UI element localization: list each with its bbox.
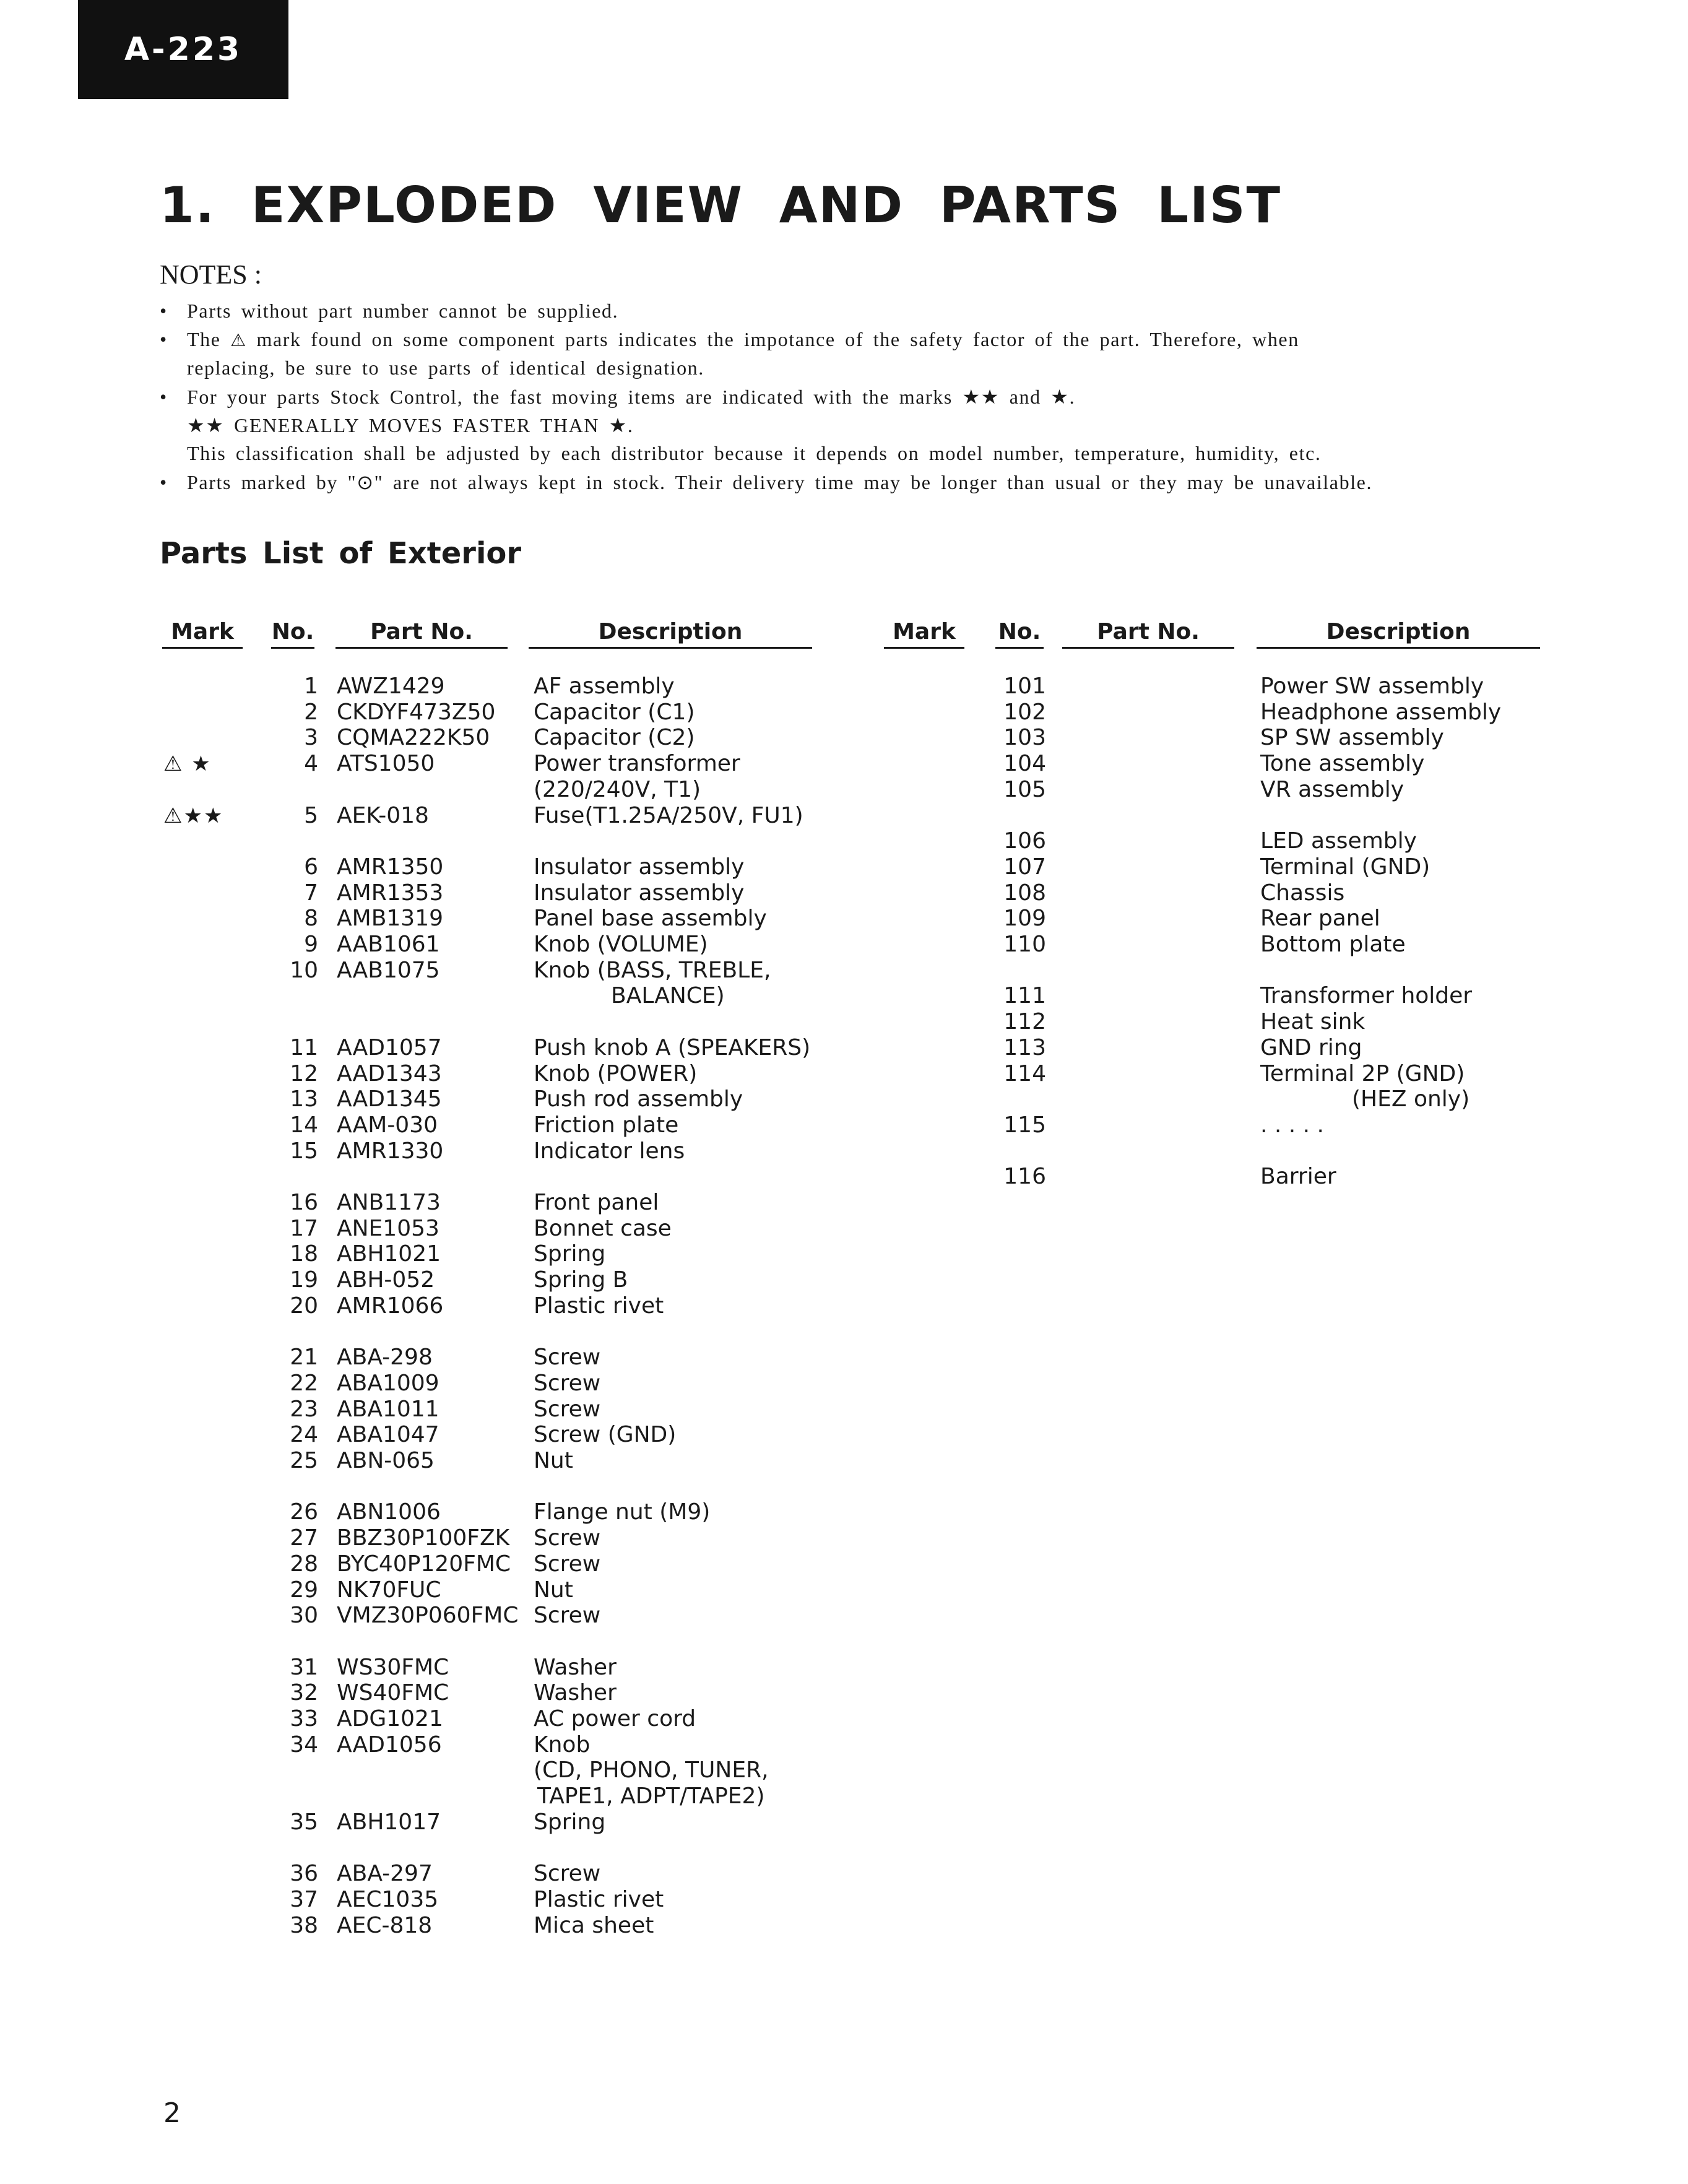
item-number: 30: [290, 1603, 318, 1629]
part-description: VR assembly: [1260, 776, 1405, 802]
part-description: Screw (GND): [534, 1422, 677, 1448]
part-description: Front panel: [534, 1190, 659, 1215]
part-description: Insulator assembly: [534, 880, 745, 906]
part-number: AAB1061: [337, 932, 440, 957]
item-number: 23: [290, 1396, 318, 1422]
item-number: 3: [304, 725, 318, 751]
item-number: 106: [1003, 828, 1046, 854]
header-no: No.: [271, 619, 314, 649]
part-description: Bottom plate: [1260, 932, 1406, 957]
item-number: 15: [290, 1138, 318, 1164]
item-number: 113: [1003, 1034, 1046, 1060]
bullet: •: [160, 386, 168, 408]
part-description: . . . . .: [1260, 1112, 1324, 1138]
bullet: •: [160, 471, 168, 493]
header-part-no: Part No.: [335, 619, 508, 649]
item-number: 22: [290, 1370, 318, 1396]
item-number: 33: [290, 1706, 318, 1731]
part-description: BALANCE): [611, 983, 725, 1009]
item-number: 108: [1003, 880, 1046, 906]
part-number: WS30FMC: [337, 1654, 449, 1680]
part-number: VMZ30P060FMC: [337, 1603, 519, 1629]
item-number: 25: [290, 1448, 318, 1473]
part-number: AMR1353: [337, 880, 444, 906]
item-number: 4: [304, 751, 318, 777]
part-description: Knob: [534, 1731, 591, 1757]
part-description: Power transformer: [534, 751, 740, 777]
part-number: AMR1066: [337, 1293, 444, 1319]
item-number: 11: [290, 1034, 318, 1060]
part-number: AAD1343: [337, 1060, 442, 1086]
item-number: 6: [304, 854, 318, 880]
item-number: 19: [290, 1267, 318, 1293]
part-description: Washer: [534, 1654, 617, 1680]
item-number: 18: [290, 1241, 318, 1267]
part-description: Nut: [534, 1577, 573, 1603]
part-description: Plastic rivet: [534, 1886, 664, 1912]
header-no: No.: [995, 619, 1044, 649]
item-number: 34: [290, 1731, 318, 1757]
notes-heading: NOTES :: [160, 259, 262, 290]
part-description: Screw: [534, 1370, 601, 1396]
mark-symbol: ⚠★★: [163, 803, 224, 828]
part-number: AAB1075: [337, 957, 440, 983]
item-number: 35: [290, 1809, 318, 1835]
item-number: 32: [290, 1680, 318, 1706]
part-description: Screw: [534, 1396, 601, 1422]
part-description: Screw: [534, 1861, 601, 1887]
part-description: Mica sheet: [534, 1912, 654, 1938]
part-description: (CD, PHONO, TUNER,: [534, 1757, 769, 1783]
part-number: ABA-297: [337, 1861, 433, 1887]
item-number: 14: [290, 1112, 318, 1138]
part-number: ANB1173: [337, 1190, 441, 1215]
part-number: ANE1053: [337, 1215, 439, 1241]
item-number: 28: [290, 1551, 318, 1577]
part-number: ATS1050: [337, 751, 435, 777]
part-number: ABH1021: [337, 1241, 441, 1267]
item-number: 16: [290, 1190, 318, 1215]
mark-symbol: ⚠ ★: [163, 752, 212, 777]
part-description: Flange nut (M9): [534, 1499, 711, 1525]
bullet: •: [160, 300, 168, 322]
item-number: 9: [304, 932, 318, 957]
part-number: ABA1011: [337, 1396, 439, 1422]
item-number: 29: [290, 1577, 318, 1603]
item-number: 10: [290, 957, 318, 983]
item-number: 17: [290, 1215, 318, 1241]
part-description: Screw: [534, 1551, 601, 1577]
part-description: Transformer holder: [1260, 983, 1473, 1009]
part-number: CQMA222K50: [337, 725, 490, 751]
part-description: Screw: [534, 1345, 601, 1371]
part-number: AMR1330: [337, 1138, 444, 1164]
item-number: 116: [1003, 1164, 1046, 1190]
item-number: 107: [1003, 854, 1046, 880]
part-description: Heat sink: [1260, 1009, 1366, 1035]
part-description: Knob (BASS, TREBLE,: [534, 957, 771, 983]
item-number: 36: [290, 1861, 318, 1887]
part-description: Capacitor (C2): [534, 725, 695, 751]
part-number: CKDYF473Z50: [337, 699, 496, 725]
item-number: 12: [290, 1060, 318, 1086]
item-number: 21: [290, 1345, 318, 1371]
note-line: • Parts without part number cannot be supplied.: [160, 300, 619, 322]
warning-triangle-icon: ⚠: [230, 330, 247, 350]
note-line: • The ⚠ mark found on some component parts indicates the impotance of the safety factor of the part. Therefore, when: [160, 328, 1299, 350]
item-number: 110: [1003, 932, 1046, 957]
part-number: ABH-052: [337, 1267, 435, 1293]
header-description: Description: [529, 619, 812, 649]
part-description: Power SW assembly: [1260, 674, 1484, 699]
page-number: 2: [163, 2097, 181, 2129]
part-number: ABN-065: [337, 1448, 435, 1473]
part-description: Insulator assembly: [534, 854, 745, 880]
item-number: 114: [1003, 1060, 1046, 1086]
part-description: Barrier: [1260, 1164, 1336, 1190]
bullet: •: [160, 328, 168, 350]
item-number: 26: [290, 1499, 318, 1525]
part-description: Tone assembly: [1260, 751, 1425, 777]
part-description: Chassis: [1260, 880, 1345, 906]
item-number: 5: [304, 802, 318, 828]
part-number: ABH1017: [337, 1809, 441, 1835]
part-description: Screw: [534, 1525, 601, 1551]
part-number: WS40FMC: [337, 1680, 449, 1706]
part-number: AWZ1429: [337, 674, 445, 699]
part-description: Knob (POWER): [534, 1060, 698, 1086]
part-description: LED assembly: [1260, 828, 1417, 854]
item-number: 7: [304, 880, 318, 906]
item-number: 104: [1003, 751, 1046, 777]
part-description: Push rod assembly: [534, 1086, 743, 1112]
part-number: AMB1319: [337, 906, 444, 932]
header-mark: Mark: [162, 619, 243, 649]
part-description: Terminal (GND): [1260, 854, 1430, 880]
model-tab: A-223: [78, 0, 288, 99]
part-description: Washer: [534, 1680, 617, 1706]
part-description: Terminal 2P (GND): [1260, 1060, 1465, 1086]
part-description: Plastic rivet: [534, 1293, 664, 1319]
item-number: 109: [1003, 906, 1046, 932]
part-description: TAPE1, ADPT/TAPE2): [537, 1783, 765, 1809]
item-number: 13: [290, 1086, 318, 1112]
part-description: GND ring: [1260, 1034, 1362, 1060]
item-number: 105: [1003, 776, 1046, 802]
part-description: Panel base assembly: [534, 906, 767, 932]
part-number: AAD1345: [337, 1086, 442, 1112]
part-description: Spring: [534, 1809, 606, 1835]
part-description: Headphone assembly: [1260, 699, 1502, 725]
item-number: 115: [1003, 1112, 1046, 1138]
part-description: Bonnet case: [534, 1215, 672, 1241]
part-description: Spring: [534, 1241, 606, 1267]
part-number: BYC40P120FMC: [337, 1551, 511, 1577]
item-number: 24: [290, 1422, 318, 1448]
note-line: • Parts marked by "⊙" are not always kept in stock. Their delivery time may be longer than usual or they may be unavailable.: [160, 471, 1373, 493]
item-number: 1: [304, 674, 318, 699]
item-number: 112: [1003, 1009, 1046, 1035]
part-description: Spring B: [534, 1267, 628, 1293]
part-description: Nut: [534, 1448, 573, 1473]
part-description: Friction plate: [534, 1112, 679, 1138]
header-description: Description: [1257, 619, 1540, 649]
item-number: 8: [304, 906, 318, 932]
item-number: 101: [1003, 674, 1046, 699]
part-number: AAD1056: [337, 1731, 442, 1757]
part-description: Fuse(T1.25A/250V, FU1): [534, 802, 803, 828]
item-number: 38: [290, 1912, 318, 1938]
part-description: (220/240V, T1): [534, 776, 701, 802]
part-number: AEC-818: [337, 1912, 433, 1938]
header-part-no: Part No.: [1062, 619, 1234, 649]
part-description: Knob (VOLUME): [534, 932, 708, 957]
note-line: ★★ GENERALLY MOVES FASTER THAN ★.: [187, 414, 634, 436]
part-description: AC power cord: [534, 1706, 696, 1731]
part-number: ABA1009: [337, 1370, 439, 1396]
part-number: BBZ30P100FZK: [337, 1525, 510, 1551]
note-line: • For your parts Stock Control, the fast moving items are indicated with the marks ★★ and ★.: [160, 386, 1076, 408]
part-number: ABA-298: [337, 1345, 433, 1371]
part-number: AMR1350: [337, 854, 444, 880]
part-description: Push knob A (SPEAKERS): [534, 1034, 811, 1060]
part-number: AAM-030: [337, 1112, 438, 1138]
part-number: ABN1006: [337, 1499, 441, 1525]
part-description: Capacitor (C1): [534, 699, 695, 725]
part-number: ABA1047: [337, 1422, 439, 1448]
part-number: AEK-018: [337, 802, 429, 828]
item-number: 20: [290, 1293, 318, 1319]
item-number: 2: [304, 699, 318, 725]
part-description: Rear panel: [1260, 906, 1380, 932]
note-line: replacing, be sure to use parts of identical designation.: [187, 357, 704, 379]
item-number: 37: [290, 1886, 318, 1912]
item-number: 27: [290, 1525, 318, 1551]
item-number: 111: [1003, 983, 1046, 1009]
header-mark: Mark: [884, 619, 964, 649]
section-title: Parts List of Exterior: [160, 536, 522, 571]
note-line: This classification shall be adjusted by each distributor because it depends on model number, temperature, humidity, etc.: [187, 442, 1322, 464]
part-description: Indicator lens: [534, 1138, 685, 1164]
part-number: ADG1021: [337, 1706, 443, 1731]
item-number: 102: [1003, 699, 1046, 725]
page-title: 1. EXPLODED VIEW AND PARTS LIST: [160, 176, 1282, 234]
part-description: (HEZ only): [1352, 1086, 1470, 1112]
part-number: NK70FUC: [337, 1577, 441, 1603]
part-description: SP SW assembly: [1260, 725, 1444, 751]
item-number: 31: [290, 1654, 318, 1680]
part-description: AF assembly: [534, 674, 675, 699]
part-number: AEC1035: [337, 1886, 439, 1912]
part-description: Screw: [534, 1603, 601, 1629]
part-number: AAD1057: [337, 1034, 442, 1060]
item-number: 103: [1003, 725, 1046, 751]
